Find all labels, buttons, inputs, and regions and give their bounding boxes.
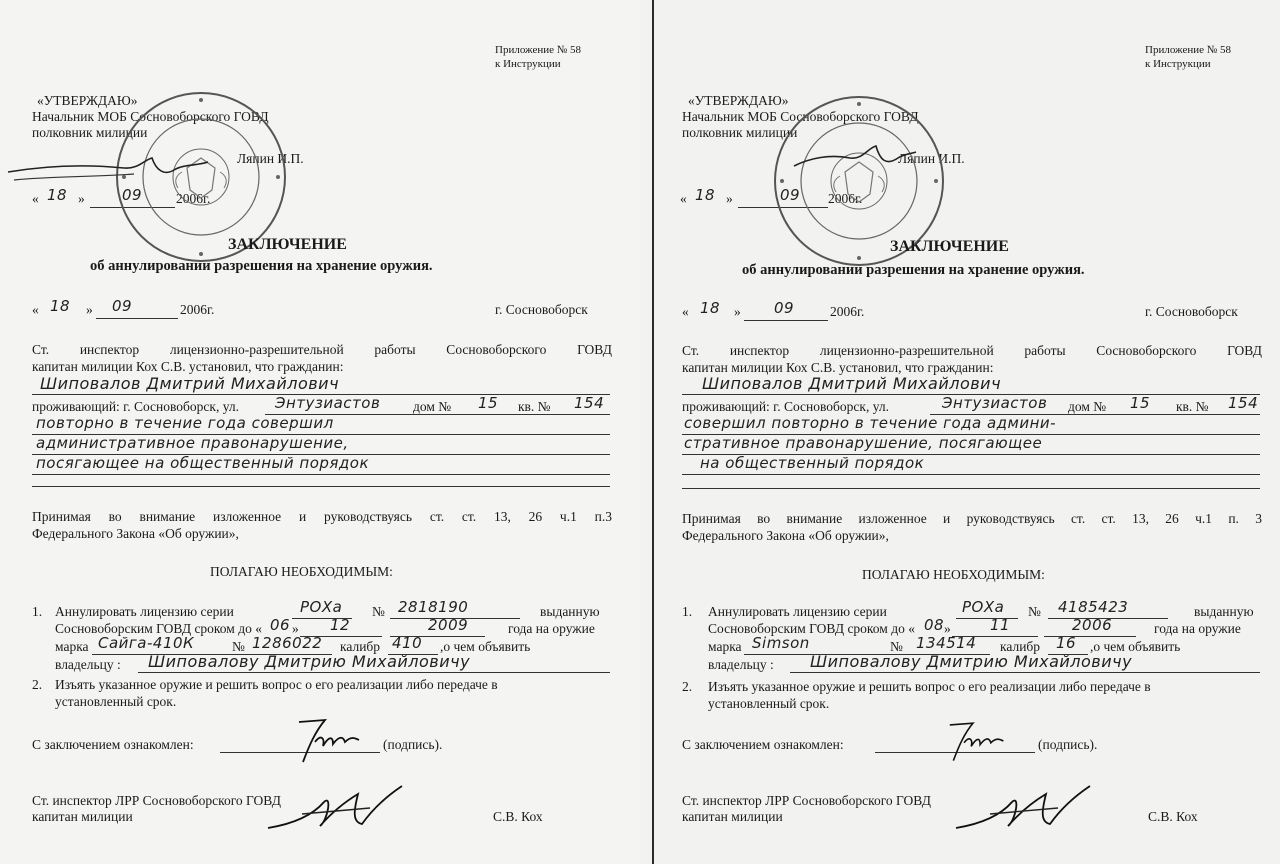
citizen-signature bbox=[936, 716, 1010, 766]
document-subtitle: об аннулировании разрешения на хранение оружия. bbox=[742, 262, 1085, 278]
owner-name: Шиповалову Дмитрию Михайловичу bbox=[810, 652, 1133, 671]
signer-position: Ст. инспектор ЛРР Сосновоборского ГОВД bbox=[682, 793, 931, 808]
house-number: 15 bbox=[478, 394, 499, 412]
acquainted-label: С заключением ознакомлен: bbox=[682, 737, 844, 752]
owner-label: владельцу : bbox=[55, 657, 121, 672]
license-series: РОХа bbox=[300, 598, 343, 616]
document-title: ЗАКЛЮЧЕНИЕ bbox=[890, 238, 1009, 255]
considering-line-1: Принимая во внимание изложенное и руководствуясь ст. ст. 13, 26 ч.1 п.3 bbox=[32, 509, 612, 524]
apartment-label: кв. № bbox=[1176, 399, 1209, 414]
chief-position: Начальник МОБ Сосновоборского ГОВД bbox=[32, 109, 269, 124]
chief-rank: полковник милиции bbox=[682, 125, 798, 140]
license-number: 2818190 bbox=[398, 598, 469, 616]
signer-name: С.В. Кох bbox=[493, 809, 543, 824]
document-page-right bbox=[640, 0, 1280, 864]
item-1-number: 1. bbox=[682, 604, 693, 619]
signer-position: Ст. инспектор ЛРР Сосновоборского ГОВД bbox=[32, 793, 281, 808]
reason-line-3: посягающее на общественный порядок bbox=[36, 454, 370, 472]
owner-label: владельцу : bbox=[708, 657, 774, 672]
considering-line-2: Федерального Закона «Об оружии», bbox=[682, 528, 889, 543]
issued-label: выданную bbox=[540, 604, 600, 619]
weapon-brand: Сайга-410К bbox=[98, 634, 195, 652]
item-1-number: 1. bbox=[32, 604, 43, 619]
intro-line-1: Ст. инспектор лицензионно-разрешительной работы Сосновоборского ГОВД bbox=[682, 343, 1262, 358]
item-2-line-1: Изъять указанное оружие и решить вопрос о его реализации либо передаче в bbox=[55, 677, 498, 692]
signer-rank: капитан милиции bbox=[682, 809, 783, 824]
weapon-label: года на оружие bbox=[1154, 621, 1241, 636]
weapon-number: 1286022 bbox=[252, 634, 323, 652]
approve-header: «УТВЕРЖДАЮ» bbox=[37, 93, 138, 108]
chief-signature bbox=[4, 150, 214, 192]
address-street: Энтузиастов bbox=[275, 394, 381, 412]
inspector-signature bbox=[262, 780, 412, 840]
date-quote-close: » bbox=[734, 304, 741, 319]
approve-date-day: 18 bbox=[47, 186, 68, 204]
approve-date-quote-close: » bbox=[726, 191, 733, 206]
house-label: дом № bbox=[413, 399, 452, 414]
reason-line-2: стративное правонарушение, посягающее bbox=[684, 434, 1043, 452]
reason-line-1: повторно в течение года совершил bbox=[36, 414, 334, 432]
chief-rank: полковник милиции bbox=[32, 125, 148, 140]
address-street: Энтузиастов bbox=[942, 394, 1048, 412]
license-number-label: № bbox=[1028, 604, 1041, 619]
date-quote-close: » bbox=[86, 302, 93, 317]
city: г. Сосновоборск bbox=[1145, 304, 1238, 319]
item-2-line-2: установленный срок. bbox=[55, 694, 177, 709]
brand-label: марка bbox=[708, 639, 742, 654]
citizen-signature bbox=[285, 712, 365, 768]
date-year: 2006г. bbox=[830, 304, 865, 319]
resolve-heading: ПОЛАГАЮ НЕОБХОДИМЫМ: bbox=[862, 567, 1045, 582]
considering-line-2: Федерального Закона «Об оружии», bbox=[32, 526, 239, 541]
until-year: 2006 bbox=[1072, 616, 1113, 634]
until-month: 11 bbox=[990, 616, 1011, 634]
apartment-number: 154 bbox=[574, 394, 605, 412]
until-day: 06 bbox=[270, 616, 291, 634]
approve-header: «УТВЕРЖДАЮ» bbox=[688, 93, 789, 108]
caliber-value: 16 bbox=[1056, 634, 1077, 652]
approve-date-year: 2006г. bbox=[828, 191, 863, 206]
chief-position: Начальник МОБ Сосновоборского ГОВД bbox=[682, 109, 919, 124]
page-divider bbox=[652, 0, 654, 864]
license-number: 4185423 bbox=[1058, 598, 1129, 616]
approve-date-month: 09 bbox=[780, 186, 801, 204]
date-day: 18 bbox=[50, 297, 71, 315]
signature-note: (подпись). bbox=[1038, 737, 1098, 752]
appendix-label: Приложение № 58 bbox=[495, 44, 582, 56]
resolve-heading: ПОЛАГАЮ НЕОБХОДИМЫМ: bbox=[210, 564, 393, 579]
intro-line-2: капитан милиции Кох С.В. установил, что гражданин: bbox=[682, 360, 994, 375]
weapon-number: 134514 bbox=[916, 634, 977, 652]
citizen-name: Шиповалов Дмитрий Михайлович bbox=[702, 374, 1002, 393]
notify-text: ,о чем объявить bbox=[1090, 639, 1181, 654]
until-year: 2009 bbox=[428, 616, 469, 634]
brand-label: марка bbox=[55, 639, 89, 654]
license-series: РОХа bbox=[962, 598, 1005, 616]
appendix-label: Приложение № 58 bbox=[1145, 44, 1232, 56]
signature-note: (подпись). bbox=[383, 737, 443, 752]
approve-date-day: 18 bbox=[695, 186, 716, 204]
weapon-number-label: № bbox=[232, 639, 245, 654]
item-1-text: Аннулировать лицензию серии bbox=[708, 604, 887, 619]
issuer-text: Сосновоборским ГОВД сроком до « bbox=[55, 621, 262, 636]
item-1-text: Аннулировать лицензию серии bbox=[55, 604, 234, 619]
date-quote-open: « bbox=[682, 304, 689, 319]
reason-line-3: на общественный порядок bbox=[700, 454, 925, 472]
document-subtitle: об аннулировании разрешения на хранение оружия. bbox=[90, 258, 433, 274]
issuer-text: Сосновоборским ГОВД сроком до « bbox=[708, 621, 915, 636]
caliber-label: калибр bbox=[1000, 639, 1041, 654]
item-2-number: 2. bbox=[32, 677, 43, 692]
chief-signature bbox=[790, 140, 920, 180]
house-number: 15 bbox=[1130, 394, 1151, 412]
approve-date-quote-close: » bbox=[78, 191, 85, 206]
city: г. Сосновоборск bbox=[495, 302, 588, 317]
date-day: 18 bbox=[700, 299, 721, 317]
signer-rank: капитан милиции bbox=[32, 809, 133, 824]
chief-name: Ляпин И.П. bbox=[898, 151, 965, 166]
approve-date-month: 09 bbox=[122, 186, 143, 204]
appendix-instruction: к Инструкции bbox=[495, 58, 561, 70]
caliber-value: 410 bbox=[392, 634, 423, 652]
inspector-signature bbox=[950, 780, 1100, 840]
date-month: 09 bbox=[774, 299, 795, 317]
approve-date-year: 2006г. bbox=[176, 191, 211, 206]
citizen-name: Шиповалов Дмитрий Михайлович bbox=[40, 374, 340, 393]
approve-date-quote-open: « bbox=[680, 191, 687, 206]
item-2-number: 2. bbox=[682, 679, 693, 694]
date-month: 09 bbox=[112, 297, 133, 315]
apartment-label: кв. № bbox=[518, 399, 551, 414]
reason-line-1: совершил повторно в течение года админи- bbox=[684, 414, 1057, 432]
owner-name: Шиповалову Дмитрию Михайловичу bbox=[148, 652, 471, 671]
weapon-number-label: № bbox=[890, 639, 903, 654]
intro-line-2: капитан милиции Кох С.В. установил, что гражданин: bbox=[32, 359, 344, 374]
document-title: ЗАКЛЮЧЕНИЕ bbox=[228, 236, 347, 253]
license-number-label: № bbox=[372, 604, 385, 619]
house-label: дом № bbox=[1068, 399, 1107, 414]
until-month: 12 bbox=[330, 616, 351, 634]
intro-line-1: Ст. инспектор лицензионно-разрешительной работы Сосновоборского ГОВД bbox=[32, 342, 612, 357]
caliber-label: калибр bbox=[340, 639, 381, 654]
chief-name: Ляпин И.П. bbox=[237, 151, 304, 166]
acquainted-label: С заключением ознакомлен: bbox=[32, 737, 194, 752]
approve-date-quote-open: « bbox=[32, 191, 39, 206]
apartment-number: 154 bbox=[1228, 394, 1259, 412]
address-label: проживающий: г. Сосновоборск, ул. bbox=[32, 399, 239, 414]
signer-name: С.В. Кох bbox=[1148, 809, 1198, 824]
address-label: проживающий: г. Сосновоборск, ул. bbox=[682, 399, 889, 414]
date-quote-open: « bbox=[32, 302, 39, 317]
notify-text: ,о чем объявить bbox=[440, 639, 531, 654]
date-year: 2006г. bbox=[180, 302, 215, 317]
weapon-label: года на оружие bbox=[508, 621, 595, 636]
until-quote-close: » bbox=[944, 621, 951, 636]
reason-line-2: административное правонарушение, bbox=[36, 434, 349, 452]
issued-label: выданную bbox=[1194, 604, 1254, 619]
item-2-line-1: Изъять указанное оружие и решить вопрос о его реализации либо передаче в bbox=[708, 679, 1151, 694]
considering-line-1: Принимая во внимание изложенное и руководствуясь ст. ст. 13, 26 ч.1 п. 3 bbox=[682, 511, 1262, 526]
until-day: 08 bbox=[924, 616, 945, 634]
until-quote-close: » bbox=[292, 621, 299, 636]
item-2-line-2: установленный срок. bbox=[708, 696, 830, 711]
appendix-instruction: к Инструкции bbox=[1145, 58, 1211, 70]
weapon-brand: Simson bbox=[752, 634, 810, 652]
